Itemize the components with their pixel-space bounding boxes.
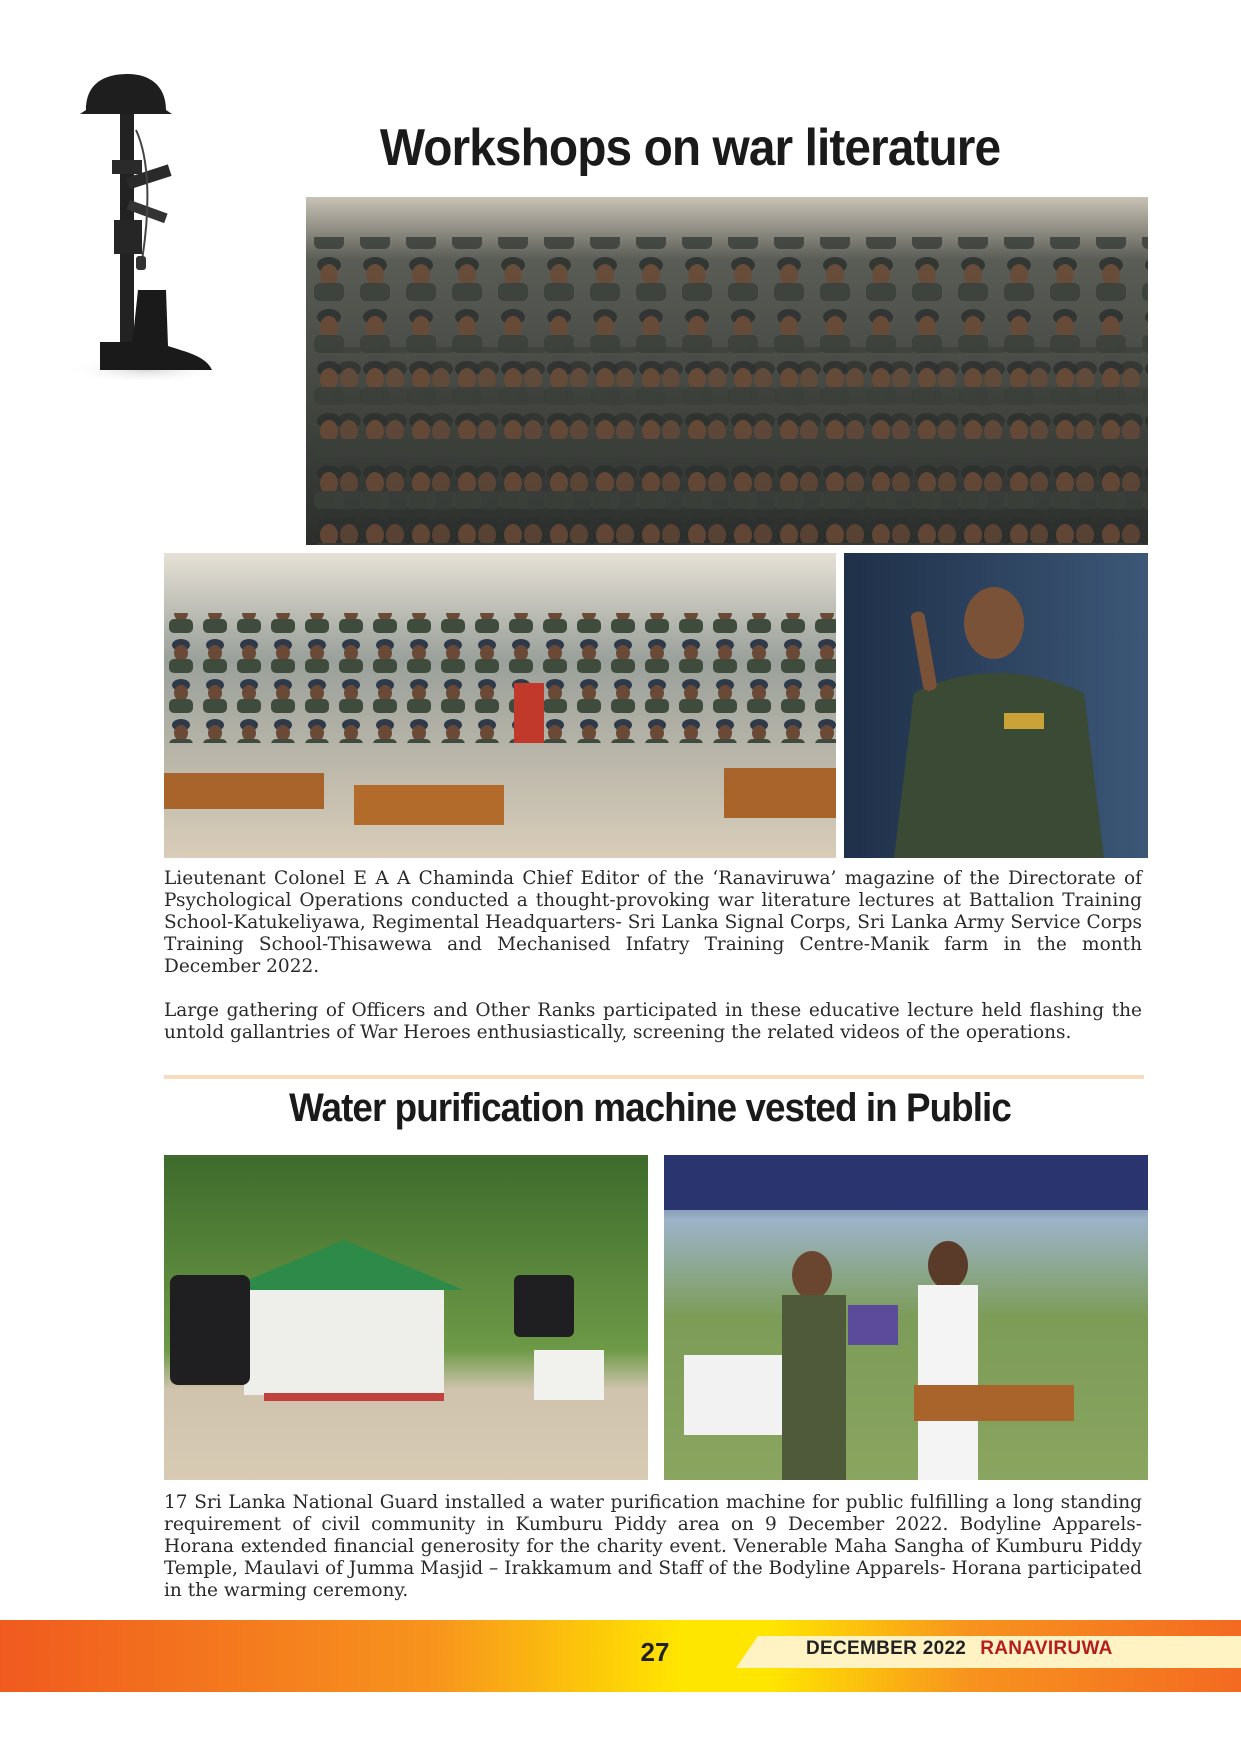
memorial-emblem-icon [66, 70, 226, 380]
article1-paragraph-1: Lieutenant Colonel E A A Chaminda Chief Editor of the ‘Ranaviruwa’ magazine of the Directorate of Psychological Operations conducted a thought-provoking war literature lectures at Battalion Training School-Katukeliyawa, Regimental Headquarters- Sri Lanka Signal Corps, Sri Lanka Army Service Corps Training School-Thisawewa and Mechanised Infatry Training Centre-Manik farm in the month December 2022. [164, 868, 1142, 977]
officers-hall-photo [164, 553, 836, 858]
article2-paragraph: 17 Sri Lanka National Guard installed a water purification machine for public fulfilling a long standing requirement of civil community in Kumburu Piddy area on 9 December 2022. Bodyline Apparels- Horana extended financial generosity for the charity event. Venerable Maha Sangha of Kumburu Piddy Temple, Maulavi of Jumma Masjid – Irakkamum and Staff of the Bodyline Apparels- Horana participated in the warming ceremony. [164, 1492, 1142, 1601]
speaker-photo [844, 553, 1148, 858]
magazine-name: RANAVIRUWA [980, 1638, 1113, 1659]
article1-paragraph-2: Large gathering of Officers and Other Ranks participated in these educative lecture held flashing the untold gallantries of War Heroes enthusiastically, screening the related videos of the operations. [164, 1000, 1142, 1043]
water-purification-hut-photo [164, 1155, 648, 1480]
section-divider [164, 1075, 1144, 1079]
handover-ceremony-photo [664, 1155, 1148, 1480]
footer-issue [806, 1638, 1113, 1660]
issue-date: DECEMBER 2022 [806, 1638, 967, 1659]
article2-title: Water purification machine vested in Public [289, 1086, 1011, 1130]
article1-title: Workshops on war literature [379, 119, 1001, 177]
soldiers-audience-photo [306, 197, 1148, 545]
page-number: 27 [640, 1637, 670, 1667]
